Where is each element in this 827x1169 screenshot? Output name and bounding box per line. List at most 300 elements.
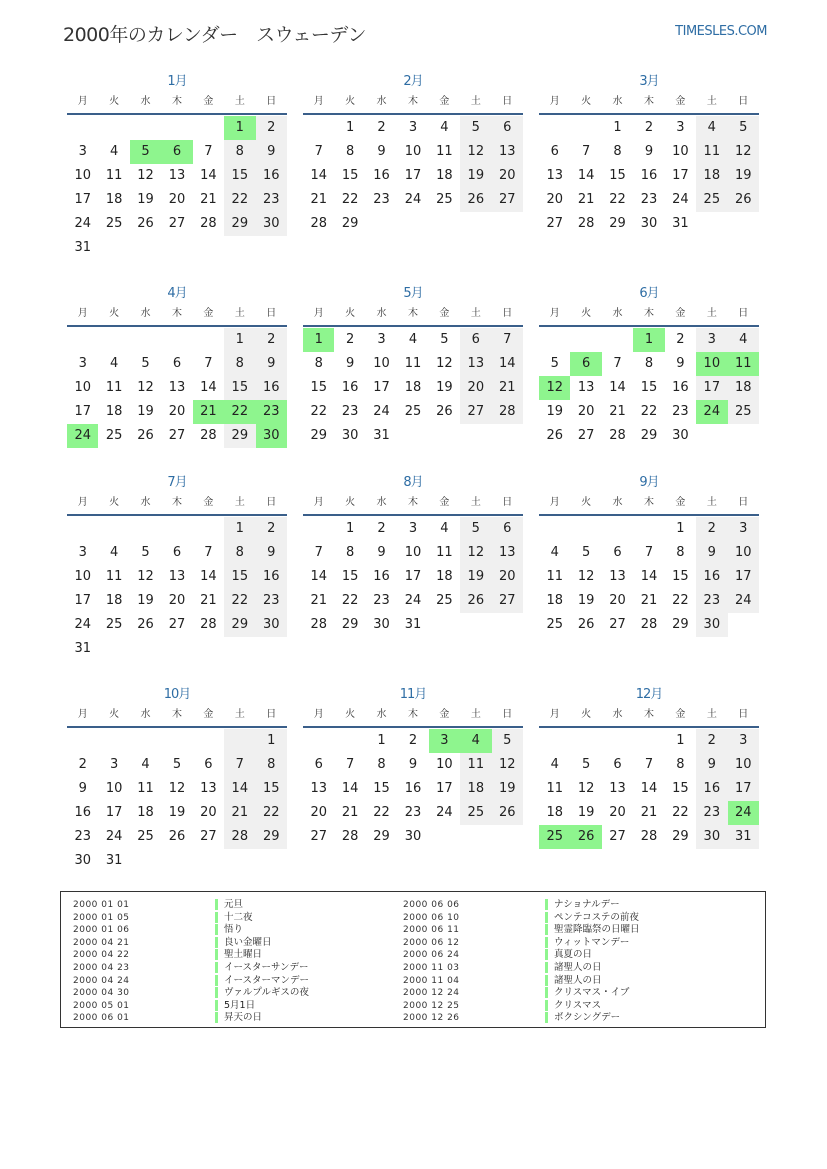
day-cell: 29: [224, 212, 255, 236]
day-cell: 13: [492, 541, 523, 565]
holiday-row: [73, 1012, 309, 1025]
holiday-name: ボクシングデー: [545, 1012, 620, 1023]
holiday-date: 2000 01 06: [73, 925, 130, 936]
day-cell: 21: [341, 805, 359, 820]
day-cell: 7: [644, 757, 654, 772]
day-cell: 10: [728, 541, 759, 565]
day-cell: 19: [436, 380, 453, 395]
day-cell: 17: [74, 192, 91, 207]
day-grid: [303, 328, 523, 448]
day-cell: 8: [676, 545, 685, 560]
weekday-label: 水: [140, 497, 151, 508]
empty-day-cell: [633, 517, 664, 541]
day-cell: 20: [168, 404, 186, 419]
day-cell: 9: [408, 757, 418, 772]
day-cell: 13: [168, 168, 186, 183]
day-cell: 4: [109, 545, 119, 560]
day-cell: 26: [460, 589, 491, 613]
weekday-label: 木: [171, 709, 182, 720]
day-cell: 29: [256, 825, 287, 849]
day-cell: 17: [696, 376, 727, 400]
day-cell: 28: [224, 825, 255, 849]
day-cell: 2: [377, 521, 386, 536]
day-cell: 24: [436, 805, 453, 820]
day-cell: 4: [440, 120, 449, 135]
day-cell: 2: [78, 757, 87, 772]
day-cell: 2: [256, 517, 287, 541]
day-cell: 23: [256, 188, 287, 212]
day-cell: 15: [256, 777, 287, 801]
weekday-label: 水: [376, 308, 387, 319]
holiday-name: イースターサンデー: [215, 962, 309, 973]
weekday-label: 木: [643, 96, 654, 107]
month-name: 4月: [167, 286, 187, 301]
day-cell: 25: [404, 404, 422, 419]
day-cell: 17: [74, 593, 91, 608]
month-block: [67, 285, 287, 448]
day-cell: 20: [492, 164, 523, 188]
day-cell: 2: [696, 517, 727, 541]
weekday-label: 日: [502, 709, 513, 720]
day-cell: 25: [105, 428, 123, 443]
day-cell: 30: [74, 853, 91, 868]
holiday-name: 諸聖人の日: [545, 975, 602, 986]
weekday-label: 木: [643, 308, 654, 319]
day-cell: 27: [168, 617, 186, 632]
day-cell: 1: [345, 521, 355, 536]
month-block: [67, 73, 287, 260]
month-name: 11月: [399, 687, 427, 702]
day-cell: 30: [341, 428, 359, 443]
day-cell: 29: [373, 829, 390, 844]
weekday-label: 金: [203, 308, 214, 319]
holiday-date: 2000 01 05: [73, 912, 130, 923]
day-cell: 11: [105, 380, 123, 395]
weekday-header: [67, 303, 287, 327]
day-cell: 13: [577, 380, 595, 395]
day-cell: 13: [460, 352, 491, 376]
empty-day-cell: [570, 729, 601, 753]
day-cell: 2: [256, 328, 287, 352]
day-cell: 31: [74, 641, 91, 656]
weekday-label: 金: [203, 709, 214, 720]
month-block: [539, 686, 759, 849]
weekday-label: 火: [581, 709, 592, 720]
month-name: 8月: [403, 475, 423, 490]
weekday-label: 水: [376, 96, 387, 107]
day-cell: 10: [74, 168, 91, 183]
weekday-label: 木: [407, 497, 418, 508]
empty-day-cell: [303, 116, 334, 140]
day-cell: 26: [137, 428, 154, 443]
day-cell: 8: [256, 753, 287, 777]
day-cell: 15: [341, 168, 359, 183]
site-logo[interactable]: TIMESLES.COM: [675, 24, 767, 39]
day-cell: 16: [696, 565, 727, 589]
day-cell: 11: [137, 781, 154, 796]
weekday-label: 月: [313, 709, 324, 720]
holiday-day-cell: 3: [429, 729, 460, 753]
day-cell: 2: [345, 332, 355, 347]
weekday-label: 日: [502, 497, 513, 508]
holiday-name: 5月1日: [215, 1000, 255, 1011]
day-cell: 21: [609, 404, 626, 419]
empty-day-cell: [161, 729, 192, 753]
holiday-name: クリスマス: [545, 1000, 601, 1011]
day-cell: 27: [492, 188, 523, 212]
day-cell: 19: [137, 192, 154, 207]
weekday-header: [303, 303, 523, 327]
day-cell: 28: [200, 617, 217, 632]
holiday-day-cell: 24: [728, 801, 759, 825]
day-cell: 12: [460, 140, 491, 164]
holiday-name: ヴァルプルギスの夜: [215, 987, 309, 998]
weekday-label: 土: [706, 497, 717, 508]
holiday-day-cell: 6: [570, 352, 601, 376]
day-cell: 3: [728, 517, 759, 541]
day-cell: 19: [137, 404, 154, 419]
day-cell: 12: [137, 380, 154, 395]
day-cell: 3: [78, 356, 87, 371]
day-cell: 15: [224, 164, 255, 188]
holiday-day-cell: 21: [193, 400, 224, 424]
weekday-label: 土: [706, 96, 717, 107]
empty-day-cell: [303, 517, 334, 541]
day-cell: 28: [640, 617, 658, 632]
day-cell: 27: [168, 428, 186, 443]
weekday-label: 金: [203, 497, 214, 508]
day-cell: 9: [256, 352, 287, 376]
day-grid: [303, 517, 523, 637]
day-cell: 15: [640, 380, 658, 395]
weekday-label: 土: [470, 709, 481, 720]
day-cell: 6: [172, 356, 182, 371]
month-block: [67, 686, 287, 873]
day-grid: [67, 517, 287, 661]
weekday-label: 火: [345, 497, 356, 508]
weekday-label: 木: [643, 497, 654, 508]
holiday-name: 十二夜: [215, 912, 253, 923]
day-cell: 29: [640, 428, 658, 443]
holiday-day-cell: 11: [728, 352, 759, 376]
day-cell: 19: [492, 777, 523, 801]
holiday-list-right: [403, 899, 640, 1025]
day-cell: 23: [74, 829, 91, 844]
day-grid: [539, 116, 759, 236]
day-cell: 28: [310, 617, 327, 632]
day-cell: 7: [204, 545, 213, 560]
day-cell: 17: [672, 168, 689, 183]
day-cell: 4: [550, 545, 559, 560]
weekday-label: 火: [345, 308, 356, 319]
day-cell: 14: [200, 380, 217, 395]
holiday-date: 2000 04 21: [73, 937, 130, 948]
day-cell: 17: [728, 565, 759, 589]
empty-day-cell: [161, 517, 192, 541]
empty-day-cell: [224, 729, 255, 753]
empty-day-cell: [193, 116, 224, 140]
weekday-label: 土: [234, 96, 245, 107]
day-cell: 20: [492, 565, 523, 589]
day-cell: 21: [310, 593, 327, 608]
holiday-day-cell: 25: [539, 825, 570, 849]
day-grid: [539, 729, 759, 849]
holiday-day-cell: 1: [224, 116, 255, 140]
day-cell: 20: [310, 805, 327, 820]
day-cell: 6: [314, 757, 323, 772]
empty-day-cell: [193, 729, 224, 753]
day-cell: 25: [436, 192, 453, 207]
day-cell: 31: [105, 853, 123, 868]
empty-day-cell: [303, 729, 334, 753]
day-cell: 5: [460, 517, 491, 541]
day-cell: 29: [672, 829, 689, 844]
holiday-row: [73, 899, 309, 912]
day-cell: 29: [224, 613, 255, 637]
day-cell: 24: [74, 216, 91, 231]
day-cell: 13: [609, 781, 626, 796]
day-cell: 23: [256, 589, 287, 613]
day-cell: 22: [310, 404, 327, 419]
empty-day-cell: [67, 328, 98, 352]
weekday-header: [303, 492, 523, 516]
day-cell: 3: [78, 545, 87, 560]
holiday-row: [73, 962, 309, 975]
holiday-date: 2000 04 24: [73, 975, 130, 986]
day-cell: 5: [172, 757, 182, 772]
day-cell: 22: [672, 805, 689, 820]
weekday-label: 土: [470, 308, 481, 319]
day-cell: 1: [676, 733, 685, 748]
month-name: 12月: [635, 687, 663, 702]
day-cell: 11: [460, 753, 491, 777]
empty-day-cell: [602, 328, 633, 352]
weekday-label: 木: [407, 96, 418, 107]
day-grid: [303, 729, 523, 849]
day-cell: 23: [373, 192, 390, 207]
empty-day-cell: [633, 729, 664, 753]
weekday-label: 日: [738, 497, 749, 508]
weekday-label: 日: [266, 308, 277, 319]
day-cell: 11: [696, 140, 727, 164]
empty-day-cell: [98, 517, 129, 541]
weekday-label: 金: [675, 497, 686, 508]
day-cell: 21: [492, 376, 523, 400]
day-cell: 31: [74, 240, 91, 255]
day-cell: 10: [436, 757, 453, 772]
weekday-label: 水: [140, 709, 151, 720]
empty-day-cell: [130, 328, 161, 352]
day-cell: 19: [168, 805, 186, 820]
holiday-row: [403, 924, 640, 937]
weekday-header: [67, 91, 287, 115]
day-cell: 13: [546, 168, 563, 183]
holiday-date: 2000 05 01: [73, 1000, 130, 1011]
day-cell: 30: [696, 613, 727, 637]
weekday-label: 月: [77, 96, 88, 107]
empty-day-cell: [193, 328, 224, 352]
day-cell: 3: [408, 120, 418, 135]
weekday-label: 金: [675, 96, 686, 107]
day-cell: 28: [200, 428, 217, 443]
day-cell: 29: [609, 216, 626, 231]
day-cell: 31: [672, 216, 689, 231]
empty-day-cell: [67, 517, 98, 541]
holiday-day-cell: 1: [633, 328, 664, 352]
day-cell: 25: [436, 593, 453, 608]
day-grid: [303, 116, 523, 236]
weekday-label: 木: [171, 308, 182, 319]
day-cell: 9: [377, 545, 386, 560]
day-cell: 4: [109, 144, 119, 159]
day-cell: 16: [672, 380, 689, 395]
day-cell: 23: [341, 404, 359, 419]
day-cell: 15: [672, 781, 689, 796]
holiday-date: 2000 06 10: [403, 912, 460, 923]
day-cell: 17: [373, 380, 390, 395]
day-cell: 5: [460, 116, 491, 140]
day-cell: 3: [696, 328, 727, 352]
holiday-date: 2000 06 12: [403, 937, 460, 948]
holiday-date: 2000 01 01: [73, 900, 130, 910]
day-cell: 14: [492, 352, 523, 376]
empty-day-cell: [334, 729, 365, 753]
day-cell: 1: [345, 120, 355, 135]
day-cell: 8: [613, 144, 622, 159]
day-cell: 15: [224, 565, 255, 589]
day-cell: 5: [581, 545, 591, 560]
day-cell: 28: [492, 400, 523, 424]
day-cell: 18: [404, 380, 422, 395]
day-cell: 22: [224, 188, 255, 212]
day-cell: 21: [310, 192, 327, 207]
weekday-label: 水: [140, 308, 151, 319]
weekday-label: 月: [549, 96, 560, 107]
day-cell: 27: [609, 829, 626, 844]
day-cell: 13: [609, 569, 626, 584]
month-name: 3月: [639, 74, 659, 89]
weekday-label: 火: [581, 96, 592, 107]
holiday-row: [403, 975, 640, 988]
day-cell: 20: [460, 376, 491, 400]
day-cell: 24: [404, 192, 422, 207]
day-cell: 10: [74, 380, 91, 395]
day-cell: 9: [676, 356, 685, 371]
weekday-label: 金: [675, 709, 686, 720]
day-cell: 27: [492, 589, 523, 613]
holiday-row: [403, 937, 640, 950]
weekday-label: 水: [612, 497, 623, 508]
day-grid: [539, 517, 759, 637]
day-cell: 19: [577, 805, 595, 820]
day-cell: 28: [577, 216, 595, 231]
empty-day-cell: [539, 517, 570, 541]
holiday-row: [403, 987, 640, 1000]
day-cell: 1: [224, 328, 255, 352]
empty-day-cell: [539, 729, 570, 753]
holiday-name: 昇天の日: [215, 1012, 262, 1023]
day-cell: 16: [256, 376, 287, 400]
weekday-label: 月: [313, 497, 324, 508]
weekday-label: 日: [502, 308, 513, 319]
holiday-day-cell: 22: [224, 400, 255, 424]
weekday-label: 火: [109, 96, 120, 107]
day-cell: 26: [137, 216, 154, 231]
day-cell: 25: [105, 617, 123, 632]
day-cell: 27: [200, 829, 217, 844]
day-cell: 5: [492, 729, 523, 753]
day-cell: 13: [310, 781, 327, 796]
holiday-name: 元旦: [215, 899, 243, 910]
holiday-row: [403, 949, 640, 962]
holiday-name: 聖霊降臨祭の日曜日: [545, 924, 640, 935]
day-cell: 5: [581, 757, 591, 772]
day-cell: 13: [492, 140, 523, 164]
day-cell: 5: [728, 116, 759, 140]
day-cell: 10: [404, 144, 422, 159]
day-cell: 4: [728, 328, 759, 352]
day-cell: 29: [310, 428, 327, 443]
empty-day-cell: [98, 328, 129, 352]
day-cell: 9: [696, 753, 727, 777]
weekday-label: 月: [549, 497, 560, 508]
day-cell: 7: [314, 545, 323, 560]
empty-day-cell: [67, 729, 98, 753]
day-cell: 8: [676, 757, 685, 772]
day-cell: 11: [436, 545, 453, 560]
day-cell: 8: [224, 541, 255, 565]
weekday-label: 水: [140, 96, 151, 107]
day-cell: 20: [168, 593, 186, 608]
weekday-label: 火: [581, 497, 592, 508]
empty-day-cell: [602, 517, 633, 541]
day-cell: 20: [609, 593, 626, 608]
day-cell: 7: [613, 356, 622, 371]
day-cell: 20: [546, 192, 563, 207]
day-cell: 5: [141, 356, 150, 371]
holiday-day-cell: 10: [696, 352, 727, 376]
holiday-day-cell: 30: [256, 424, 287, 448]
day-cell: 22: [672, 593, 689, 608]
day-cell: 29: [672, 617, 689, 632]
day-cell: 11: [546, 569, 563, 584]
day-cell: 8: [377, 757, 386, 772]
day-cell: 16: [404, 781, 422, 796]
day-cell: 27: [310, 829, 327, 844]
day-cell: 29: [224, 424, 255, 448]
day-cell: 31: [373, 428, 390, 443]
day-cell: 6: [613, 545, 622, 560]
holiday-row: [73, 912, 309, 925]
day-cell: 7: [204, 144, 213, 159]
day-cell: 29: [341, 617, 359, 632]
month-name: 5月: [403, 286, 423, 301]
month-block: [539, 285, 759, 448]
day-cell: 24: [672, 192, 689, 207]
day-cell: 14: [310, 168, 327, 183]
day-cell: 19: [546, 404, 563, 419]
holiday-day-cell: 5: [130, 140, 161, 164]
day-cell: 23: [373, 593, 390, 608]
day-cell: 31: [404, 617, 422, 632]
day-cell: 10: [74, 569, 91, 584]
day-cell: 5: [440, 332, 449, 347]
day-cell: 14: [640, 569, 658, 584]
holiday-row: [403, 1012, 640, 1025]
weekday-label: 木: [407, 709, 418, 720]
day-cell: 17: [404, 569, 422, 584]
weekday-label: 土: [706, 709, 717, 720]
